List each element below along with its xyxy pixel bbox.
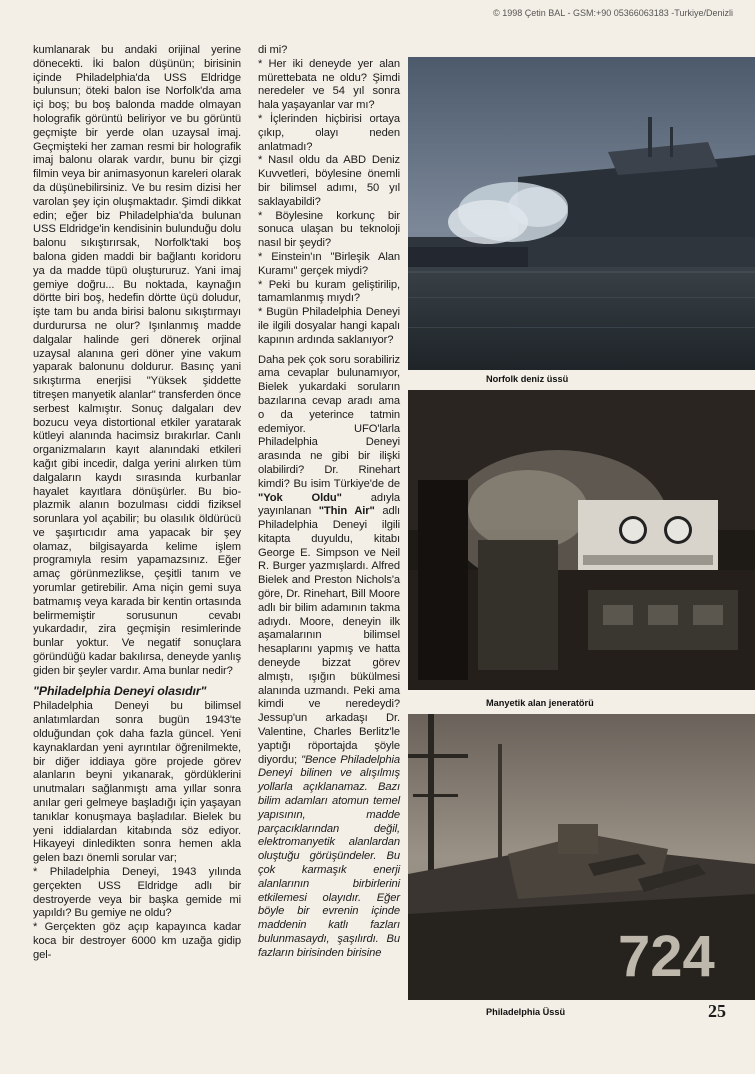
book-title-english: "Thin Air" (318, 505, 375, 518)
question-item: * Einstein'ın "Birleşik Alan Kuramı" gerçek miydi? (258, 250, 400, 277)
paragraph: kumlanarak bu andaki orijinal yerine dönecekti. İki balon düşünün; birisinin içinde Philadelphia'da USS Eldridge bulunsun; öteki balon ise Norfolk'da ama içi boş; bu boş balonda madde olmayan holografik görüntü beliriyor ve bu görüntü geçmişte bir yerde olan uzaysal imaj. Geçmişteki her zaman resmi bir holografik imaj balonu olarak vardır, bunu bir çizgi filmin veya bir animasyonun kareleri olarak da düşünebilirsiniz. Ve bu resim dizisi her varolan şey için oluşmaktadır. Şimdi dikkat edin; eğer biz Philadelphia'da bulunan USS Eldridge'in kendisinin bulunduğu dolu balonu sıkıştırırsak, Norfolk'taki boş balona giden maddi bir bağlantı koridoru ya da madde tüpü oluştururuz. Yani imaj gemiye doğru... Bu noktada, kaynağın dörtte biri boş, hedefin dörtte üçü doludur, işte tam bu anda birisi balonu sıkıştırmayı durdurursa ne olur? Işınlanmış madde dalgalar halinde geri dönerek orjinal uzaysal alanına geri döner yine vakum yaparak balonunu doldurur. Basınç yani sıkıştırma enerjisi "Yüksek şiddette titreşen manyetik alanlar" transferden önce serbest kalmıştır. Sonuç dalgaları dev bozucu veya distortional etkiler yaratarak kütleyi alanında hacimsiz bırakırlar. Canlı organizmaların kayıt alanındaki etkileri kağıt gibi incedir, dalga yerini alırken tüm dalgaların kaydı sırasında kurbanlar hayalet kayıtlara dönüşürler. Bu bio-plazmik alanın bozulması ciddi fiziksel sorunlara yol açabilir; bu olasılık öldürücü ve şaşırtıcıdır ama yapacak bir şey olamaz, bilgisayarda kelime işlem programıyla resim yapamazsınız. Eğer amaç görünmezlikse, çeşitli tanım ve yorumlar getirebilir. Ama niçin gemi suya batmamış veya karada bir kentin ortasında belirmemiştir sorusunun cevabı yukardadır, zira geçmişin resimlerinde bunlar yoktur. Ve negatif sonuçlara göründüğü kadar bakılırsa, deneyde yanlış giden bir şeyler vardır. Ama bunlar nedir? (33, 44, 241, 677)
photo-philadelphia-base (408, 714, 755, 1000)
text-column-middle (258, 44, 400, 961)
question-item: * Bugün Philadelphia Deneyi ile ilgili dosyalar hangi kapalı kapının ardında saklanıyor? (258, 306, 400, 346)
question-item: * Gerçekten göz açıp kapayınca kadar koca bir destroyer 6000 km uzağa gidip gel- (33, 921, 241, 961)
paragraph (258, 354, 400, 961)
question-item: * Her iki deneyde yer alan mürettebata ne oldu? Şimdi neredeler ve 54 yıl sonra hala yaşayanlar var mı? (258, 57, 400, 112)
photo-caption: Manyetik alan jeneratörü (486, 698, 594, 708)
page-number: 25 (708, 1001, 726, 1021)
question-item: * Böylesine korkunç bir sonuca ulaşan bu teknoloji nasıl bir şeydi? (258, 209, 400, 250)
photo-caption: Philadelphia Üssü (486, 1007, 566, 1017)
book-title-turkish: "Yok Oldu" (258, 491, 342, 504)
paragraph: Philadelphia Deneyi bu bilimsel anlatımlardan sonra bugün 1943'te olduğundan çok daha fazla güncel. Yeni kaynaklardan yeni ayrıntılar öğrenilmekte, bir diğer iddiaya göre projede görev alanların beyni yıkanarak, gördüklerini unutmaları sağlanmıştı ama yıllar sonra anılar geri gelmeye başladığı için yaşayan tanıklar konuşmaya başladılar. Bielek bu yeni iddialardan kitabında söz ediyor. Hikayeyi dinledikten sonra hemen akla gelen bazı önemli sorular var; (33, 700, 241, 865)
photo-magnetic-field-generator (408, 390, 755, 690)
paragraph-text: Daha pek çok soru sorabiliriz ama cevaplar bulunamıyor, Bielek yukardaki soruların bazılarına cevap aradı ama o da yeterince tatmin edemiyor. UFO'larla Philadelphia Deneyi arasında ne gibi bir ilişki olabilirdi? Dr. Rinehart kimdi? Bu isim Türkiye'de de (258, 353, 400, 490)
hull-number: 724 (618, 924, 715, 989)
question-item: * Philadelphia Deneyi, 1943 yılında gerçekten USS Eldridge adlı bir destroyerde veya bir başka gemide mi yapıldı? Bu gemiye ne oldu? (33, 866, 241, 920)
photo-caption: Norfolk deniz üssü (486, 374, 569, 384)
question-item: * İçlerinden hiçbirisi ortaya çıkıp, olayı neden anlatmadı? (258, 112, 400, 153)
question-item: * Peki bu kuram geliştirilip, tamamlanmış mıydı? (258, 278, 400, 305)
text-column-left (33, 44, 241, 963)
quote-text: "Bence Philadelphia Deneyi bilinen ve alışılmış yollarla açıklanamaz. Bazı bilim adamları atomun temel yapısının, madde parçacıklarından değil, elektromanyetik alanlardan oluştuğu görüşündeler. Bu çok karmaşık enerji alanlarının birbirlerini etkilemesi olayıdır. Eğer böyle bir evrenin içinde maddenin katlı fazları bulunmasaydı, şaşılırdı. Bu fazların birisinden birisine (258, 753, 400, 959)
copyright-notice: © 1998 Çetin BAL - GSM:+90 05366063183 -Turkiye/Denizli (493, 8, 733, 18)
question-item: di mi? (258, 44, 288, 56)
question-item: * Nasıl oldu da ABD Deniz Kuvvetleri, böylesine önemli bir bilimsel adımı, 50 yıl saklayabildi? (258, 154, 400, 208)
paragraph-text: adlı Philadelphia Deneyi ilgili kitapta duyuldu, kitabı George E. Simpson ve Neil R. Burger yazmışlardı. Alfred Bielek and Preston Nichols'a göre, Dr. Rinehart, Bill Moore adlı bir bilim adamının takma adıydı. Moore, deneyin ilk aşamalarının bilimsel hesaplarını yapmış ve hatta deneyde bizzat görev almıştı, ışığın bükülmesi alanında uzmandı. Peki ama kimdi ve neredeydi? Jessup'un arkadaşı Dr. Valentine, Charles Berlitz'le yaptığı röportajda şöyle diyordu; (258, 505, 401, 766)
section-subheading: "Philadelphia Deneyi olasıdır" (33, 683, 207, 698)
photo-norfolk-naval-base (408, 57, 755, 370)
paragraph-text: adıyla yayınlanan (258, 491, 400, 518)
